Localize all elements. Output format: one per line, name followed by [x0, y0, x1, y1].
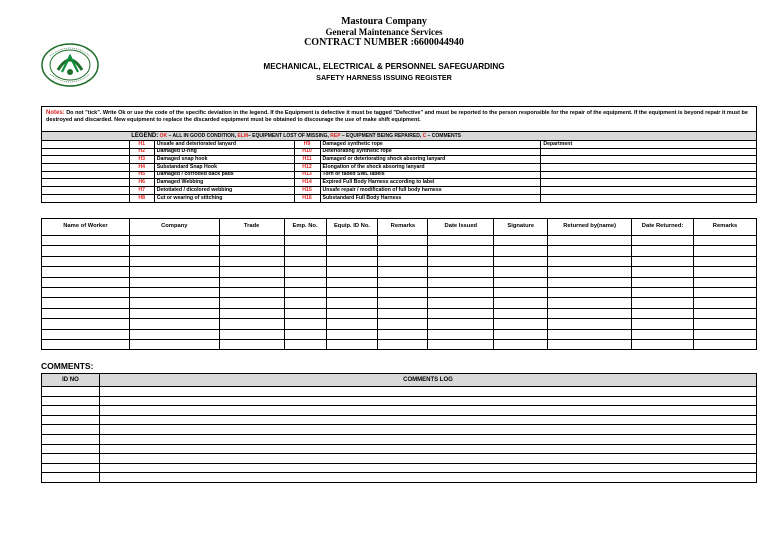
legend-description: Damaged / corroded back pads [154, 171, 294, 179]
legend-blank-cell [541, 194, 757, 202]
register-cell[interactable] [694, 256, 757, 266]
register-cell[interactable] [219, 256, 284, 266]
register-cell[interactable] [548, 339, 632, 349]
legend-description: Damaged snap hook [154, 156, 294, 164]
comment-id-cell[interactable] [42, 387, 100, 397]
register-cell[interactable] [42, 256, 130, 266]
register-cell[interactable] [42, 319, 130, 329]
register-cell[interactable] [494, 329, 548, 339]
comments-heading: COMMENTS: [41, 361, 94, 371]
register-cell[interactable] [219, 236, 284, 246]
register-cell[interactable] [42, 246, 130, 256]
register-cell[interactable] [378, 298, 428, 308]
register-cell[interactable] [42, 308, 130, 318]
register-cell[interactable] [378, 329, 428, 339]
comments-table [41, 373, 757, 483]
legend-description: Torn or faded SWL labels [320, 171, 541, 179]
register-header-row [42, 219, 757, 236]
legend-blank-cell [42, 164, 130, 172]
register-cell[interactable] [428, 277, 494, 287]
register-cell[interactable] [129, 236, 219, 246]
register-column-header: Equip. ID No. [326, 219, 378, 236]
register-cell[interactable] [219, 267, 284, 277]
register-cell[interactable] [428, 267, 494, 277]
comment-id-cell[interactable] [42, 406, 100, 416]
register-cell[interactable] [632, 267, 694, 277]
legend-blank-cell [541, 179, 757, 187]
register-column-header: Name of Worker [42, 219, 130, 236]
register-cell[interactable] [326, 287, 378, 297]
register-row [42, 308, 757, 318]
register-cell[interactable] [129, 267, 219, 277]
legend-blank-cell [42, 187, 130, 195]
document-subtitle: SAFETY HARNESS ISSUING REGISTER [316, 73, 452, 82]
legend-code: H1 [129, 141, 154, 149]
register-cell[interactable] [284, 319, 326, 329]
register-row [42, 298, 757, 308]
comments-row [42, 473, 757, 483]
register-column-header: Signature [494, 219, 548, 236]
legend-code: H12 [294, 164, 320, 172]
comments-row [42, 406, 757, 416]
register-cell[interactable] [326, 277, 378, 287]
register-cell[interactable] [129, 308, 219, 318]
notes-label: Notes: [46, 110, 65, 116]
legend-c-code: C [422, 133, 427, 139]
register-cell[interactable] [284, 287, 326, 297]
register-cell[interactable] [548, 267, 632, 277]
register-cell[interactable] [494, 246, 548, 256]
register-cell[interactable] [326, 246, 378, 256]
register-row [42, 339, 757, 349]
register-cell[interactable] [129, 319, 219, 329]
register-cell[interactable] [326, 256, 378, 266]
register-cell[interactable] [219, 277, 284, 287]
legend-code: H7 [129, 187, 154, 195]
comment-id-cell[interactable] [42, 454, 100, 464]
register-cell[interactable] [378, 236, 428, 246]
comment-log-cell[interactable] [99, 387, 756, 397]
comments-row [42, 415, 757, 425]
register-cell[interactable] [428, 298, 494, 308]
register-row [42, 256, 757, 266]
register-cell[interactable] [494, 256, 548, 266]
legend-code: H13 [294, 171, 320, 179]
register-cell[interactable] [284, 329, 326, 339]
comment-log-cell[interactable] [99, 406, 756, 416]
company-seal-logo [40, 42, 100, 88]
legend-table [41, 131, 757, 203]
register-cell[interactable] [548, 319, 632, 329]
register-cell[interactable] [632, 236, 694, 246]
register-cell[interactable] [42, 236, 130, 246]
register-cell[interactable] [632, 339, 694, 349]
legend-code: H2 [129, 148, 154, 156]
register-cell[interactable] [326, 236, 378, 246]
legend-description: Damaged or deteriorating shock absoring lanyard [320, 156, 541, 164]
comment-id-cell[interactable] [42, 463, 100, 473]
legend-description: Substandard Snap Hook [154, 164, 294, 172]
legend-blank-cell [541, 164, 757, 172]
comments-row [42, 425, 757, 435]
register-cell[interactable] [428, 246, 494, 256]
legend-code-row [42, 171, 757, 179]
legend-code: H3 [129, 156, 154, 164]
register-cell[interactable] [632, 319, 694, 329]
comment-id-cell[interactable] [42, 425, 100, 435]
comment-log-cell[interactable] [99, 444, 756, 454]
comment-log-cell[interactable] [99, 473, 756, 483]
legend-code: H14 [294, 179, 320, 187]
register-cell[interactable] [428, 287, 494, 297]
comments-row [42, 444, 757, 454]
register-cell[interactable] [42, 339, 130, 349]
legend-ok-code: OK [159, 133, 168, 139]
register-cell[interactable] [694, 319, 757, 329]
register-cell[interactable] [494, 267, 548, 277]
comment-log-cell[interactable] [99, 396, 756, 406]
notes-box [41, 106, 757, 133]
register-cell[interactable] [694, 236, 757, 246]
register-cell[interactable] [284, 308, 326, 318]
register-cell[interactable] [632, 256, 694, 266]
register-cell[interactable] [428, 329, 494, 339]
register-cell[interactable] [632, 308, 694, 318]
register-cell[interactable] [284, 339, 326, 349]
comments-row [42, 454, 757, 464]
register-cell[interactable] [129, 256, 219, 266]
comment-id-cell[interactable] [42, 434, 100, 444]
document-title: MECHANICAL, ELECTRICAL & PERSONNEL SAFEGUARDING [263, 62, 505, 71]
legend-description: Damaged Webbing [154, 179, 294, 187]
legend-description: Elongation of the shock absoring lanyard [320, 164, 541, 172]
register-cell[interactable] [428, 256, 494, 266]
register-column-header: Date Returned: [632, 219, 694, 236]
register-cell[interactable] [378, 308, 428, 318]
legend-description: Detotiated / dicolored webbing [154, 187, 294, 195]
legend-code: H6 [129, 179, 154, 187]
register-cell[interactable] [494, 298, 548, 308]
legend-label: LEGEND: [131, 133, 159, 139]
register-cell[interactable] [632, 298, 694, 308]
legend-code-row [42, 148, 757, 156]
register-cell[interactable] [494, 308, 548, 318]
comment-log-cell[interactable] [99, 454, 756, 464]
register-cell[interactable] [284, 236, 326, 246]
register-column-header: Date Issued [428, 219, 494, 236]
register-cell[interactable] [694, 246, 757, 256]
comments-id-header: ID NO [42, 374, 100, 387]
legend-blank-cell [42, 194, 130, 202]
register-cell[interactable] [428, 236, 494, 246]
legend-rep-code: REP [330, 133, 341, 139]
register-row [42, 277, 757, 287]
register-row [42, 287, 757, 297]
register-cell[interactable] [548, 308, 632, 318]
legend-description: Expired Full Body Harness according to label [320, 179, 541, 187]
register-cell[interactable] [494, 319, 548, 329]
legend-description: Damaged synthetic rope [320, 141, 541, 149]
company-name: Mastoura Company [341, 16, 427, 27]
register-cell[interactable] [219, 246, 284, 256]
legend-description: Damaged D-ring [154, 148, 294, 156]
legend-description: Unsafe repair / modification of full body harness [320, 187, 541, 195]
register-row [42, 246, 757, 256]
register-row [42, 329, 757, 339]
register-cell[interactable] [219, 319, 284, 329]
register-column-header: Remarks [694, 219, 757, 236]
comment-id-cell[interactable] [42, 444, 100, 454]
comments-header-row [42, 374, 757, 387]
register-cell[interactable] [284, 267, 326, 277]
register-cell[interactable] [632, 329, 694, 339]
legend-code: H4 [129, 164, 154, 172]
register-cell[interactable] [219, 329, 284, 339]
register-cell[interactable] [378, 319, 428, 329]
register-cell[interactable] [494, 339, 548, 349]
register-cell[interactable] [694, 329, 757, 339]
legend-code-row [42, 194, 757, 202]
legend-code-row [42, 179, 757, 187]
register-cell[interactable] [326, 308, 378, 318]
register-row [42, 236, 757, 246]
register-cell[interactable] [428, 308, 494, 318]
contract-number: CONTRACT NUMBER :6600044940 [304, 37, 464, 48]
legend-code-row [42, 164, 757, 172]
register-cell[interactable] [694, 298, 757, 308]
comments-row [42, 463, 757, 473]
register-cell[interactable] [129, 339, 219, 349]
notes-text: Do not "tick". Write Ok or use the code of the specific deviation in the legend. If the Equipment is defective it must be tagged "Defective" and must be reported to the person responsible for the repair of the equipment. If the equipment is beyond repair it must be destroyed and discarded. New equipment to replace the discarded equipment must be obtained to discourage the use of make shift equipment. [46, 110, 748, 123]
register-cell[interactable] [428, 319, 494, 329]
legend-description: Unsafe and deteriorated lanyard [154, 141, 294, 149]
legend-code: H9 [294, 141, 320, 149]
legend-description: Substandard Full Body Harness [320, 194, 541, 202]
legend-rep-text: – EQUIPMENT BEING REPAIRED, [341, 133, 422, 139]
legend-blank-cell [541, 187, 757, 195]
legend-elm-text: – EQUIPMENT LOST OF MISSING, [248, 133, 329, 139]
legend-code-row [42, 141, 757, 149]
legend-blank-cell [541, 171, 757, 179]
register-cell[interactable] [219, 339, 284, 349]
legend-code: H5 [129, 171, 154, 179]
register-cell[interactable] [219, 298, 284, 308]
register-cell[interactable] [42, 267, 130, 277]
register-row [42, 319, 757, 329]
register-cell[interactable] [548, 298, 632, 308]
register-cell[interactable] [284, 256, 326, 266]
register-cell[interactable] [378, 267, 428, 277]
register-cell[interactable] [378, 339, 428, 349]
legend-code-row [42, 156, 757, 164]
legend-code: H16 [294, 194, 320, 202]
legend-code: H10 [294, 148, 320, 156]
legend-header-row [42, 132, 757, 141]
register-cell[interactable] [694, 339, 757, 349]
comments-row [42, 434, 757, 444]
register-cell[interactable] [326, 339, 378, 349]
comment-id-cell[interactable] [42, 473, 100, 483]
register-cell[interactable] [548, 256, 632, 266]
register-row [42, 267, 757, 277]
register-cell[interactable] [548, 277, 632, 287]
register-cell[interactable] [694, 277, 757, 287]
register-cell[interactable] [378, 246, 428, 256]
legend-code: H15 [294, 187, 320, 195]
register-cell[interactable] [284, 277, 326, 287]
legend-description: Deteriorating synthetic rope [320, 148, 541, 156]
register-cell[interactable] [494, 236, 548, 246]
register-cell[interactable] [326, 319, 378, 329]
register-cell[interactable] [378, 287, 428, 297]
department-label: Department [541, 141, 757, 149]
register-cell[interactable] [129, 287, 219, 297]
register-cell[interactable] [548, 329, 632, 339]
register-cell[interactable] [694, 308, 757, 318]
legend-blank-cell [42, 148, 130, 156]
register-cell[interactable] [42, 298, 130, 308]
register-cell[interactable] [284, 298, 326, 308]
register-cell[interactable] [548, 246, 632, 256]
legend-code: H11 [294, 156, 320, 164]
legend-blank-cell [541, 148, 757, 156]
register-cell[interactable] [326, 329, 378, 339]
register-column-header: Trade [219, 219, 284, 236]
register-cell[interactable] [694, 287, 757, 297]
register-cell[interactable] [548, 236, 632, 246]
register-column-header: Emp. No. [284, 219, 326, 236]
legend-blank-cell [42, 156, 130, 164]
register-cell[interactable] [326, 298, 378, 308]
legend-blank-cell [42, 179, 130, 187]
comment-log-cell[interactable] [99, 434, 756, 444]
legend-code: H8 [129, 194, 154, 202]
comment-log-cell[interactable] [99, 463, 756, 473]
legend-elm-code: ELM [237, 133, 249, 139]
register-column-header: Remarks [378, 219, 428, 236]
register-cell[interactable] [632, 287, 694, 297]
register-cell[interactable] [632, 246, 694, 256]
legend-ok-text: – ALL IN GOOD CONDITION, [168, 133, 237, 139]
register-column-header: Returned by(name) [548, 219, 632, 236]
register-cell[interactable] [632, 277, 694, 287]
legend-c-text: – COMMENTS [427, 133, 461, 139]
register-cell[interactable] [219, 308, 284, 318]
register-cell[interactable] [326, 267, 378, 277]
register-cell[interactable] [219, 287, 284, 297]
comments-row [42, 387, 757, 397]
register-cell[interactable] [548, 287, 632, 297]
register-cell[interactable] [428, 339, 494, 349]
legend-description: Cut or wearing of stitching [154, 194, 294, 202]
register-cell[interactable] [129, 277, 219, 287]
comments-row [42, 396, 757, 406]
register-cell[interactable] [378, 277, 428, 287]
register-cell[interactable] [42, 277, 130, 287]
register-cell[interactable] [129, 246, 219, 256]
comments-log-header: COMMENTS LOG [99, 374, 756, 387]
comment-id-cell[interactable] [42, 415, 100, 425]
register-table [41, 218, 757, 350]
legend-code-row [42, 187, 757, 195]
register-cell[interactable] [494, 277, 548, 287]
division-name: General Maintenance Services [325, 27, 443, 37]
register-cell[interactable] [129, 298, 219, 308]
comment-id-cell[interactable] [42, 396, 100, 406]
register-column-header: Company [129, 219, 219, 236]
register-cell[interactable] [494, 287, 548, 297]
register-cell[interactable] [284, 246, 326, 256]
register-cell[interactable] [694, 267, 757, 277]
register-cell[interactable] [129, 329, 219, 339]
legend-blank-cell [42, 171, 130, 179]
comment-log-cell[interactable] [99, 425, 756, 435]
legend-blank-cell [42, 141, 130, 149]
register-cell[interactable] [42, 287, 130, 297]
legend-blank-cell [541, 156, 757, 164]
register-cell[interactable] [42, 329, 130, 339]
comment-log-cell[interactable] [99, 415, 756, 425]
register-cell[interactable] [378, 256, 428, 266]
